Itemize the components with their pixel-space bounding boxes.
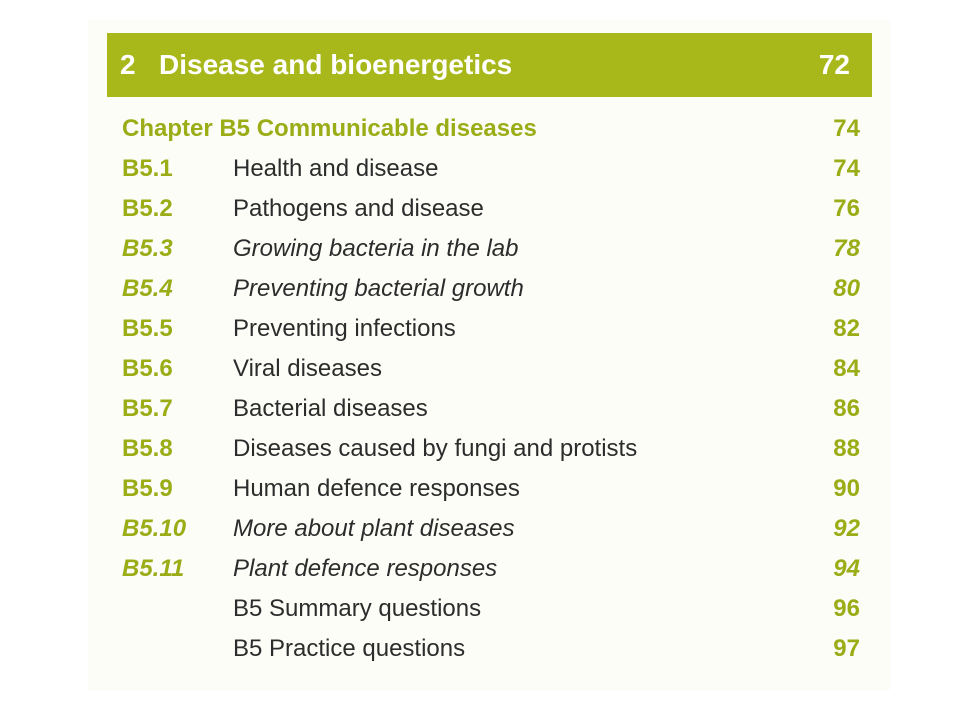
toc-entry[interactable] <box>122 592 860 626</box>
entry-title: Diseases caused by fungi and protists <box>233 435 638 462</box>
entry-page-number: 84 <box>833 355 860 382</box>
toc-entry[interactable] <box>122 392 860 426</box>
toc-entry[interactable] <box>122 272 860 306</box>
entry-title: Plant defence responses <box>233 555 498 582</box>
entry-code: B5.1 <box>122 155 173 182</box>
toc-entry[interactable] <box>122 552 860 586</box>
section-title: Disease and bioenergetics <box>159 49 513 80</box>
entry-title: Human defence responses <box>233 475 520 502</box>
entry-title: Health and disease <box>233 155 439 182</box>
section-number: 2 <box>120 49 136 80</box>
entry-page-number: 94 <box>833 555 860 582</box>
chapter-page-number: 74 <box>833 115 860 142</box>
entry-code: B5.9 <box>122 475 173 502</box>
entry-title: B5 Practice questions <box>233 635 466 662</box>
toc-entry[interactable] <box>122 192 860 226</box>
entry-code: B5.8 <box>122 435 173 462</box>
entry-page-number: 78 <box>833 235 860 262</box>
entry-title: B5 Summary questions <box>233 595 482 622</box>
toc-entry[interactable] <box>122 312 860 346</box>
toc-entry[interactable] <box>122 472 860 506</box>
entry-title: Pathogens and disease <box>233 195 484 222</box>
toc-entry[interactable] <box>122 432 860 466</box>
entry-code: B5.11 <box>122 555 185 582</box>
entry-title: More about plant diseases <box>233 515 515 542</box>
entry-page-number: 88 <box>833 435 860 462</box>
entry-page-number: 90 <box>833 475 860 502</box>
entry-title: Viral diseases <box>233 355 382 382</box>
chapter-title: Chapter B5 Communicable diseases <box>122 115 537 142</box>
toc-entry[interactable] <box>122 632 860 666</box>
entry-code: B5.10 <box>122 515 187 542</box>
entry-code: B5.6 <box>122 355 173 382</box>
entry-code: B5.2 <box>122 195 173 222</box>
entry-code: B5.7 <box>122 395 173 422</box>
entry-page-number: 92 <box>833 515 860 542</box>
entry-title: Bacterial diseases <box>233 395 428 422</box>
entry-title: Preventing infections <box>233 315 456 342</box>
entry-code: B5.3 <box>122 235 173 262</box>
toc-entry[interactable] <box>122 152 860 186</box>
entry-page-number: 96 <box>833 595 860 622</box>
entry-title: Preventing bacterial growth <box>233 275 524 302</box>
entry-title: Growing bacteria in the lab <box>233 235 519 262</box>
entry-page-number: 76 <box>833 195 860 222</box>
entry-code: B5.5 <box>122 315 173 342</box>
entry-page-number: 86 <box>833 395 860 422</box>
toc-entry[interactable] <box>122 232 860 266</box>
entry-page-number: 97 <box>833 635 860 662</box>
entry-page-number: 74 <box>833 155 860 182</box>
chapter-heading[interactable] <box>122 112 860 146</box>
entry-page-number: 80 <box>833 275 860 302</box>
section-page-number: 72 <box>818 49 850 80</box>
toc-entry[interactable] <box>122 352 860 386</box>
entry-page-number: 82 <box>833 315 860 342</box>
toc-entry[interactable] <box>122 512 860 546</box>
entry-code: B5.4 <box>122 275 173 302</box>
